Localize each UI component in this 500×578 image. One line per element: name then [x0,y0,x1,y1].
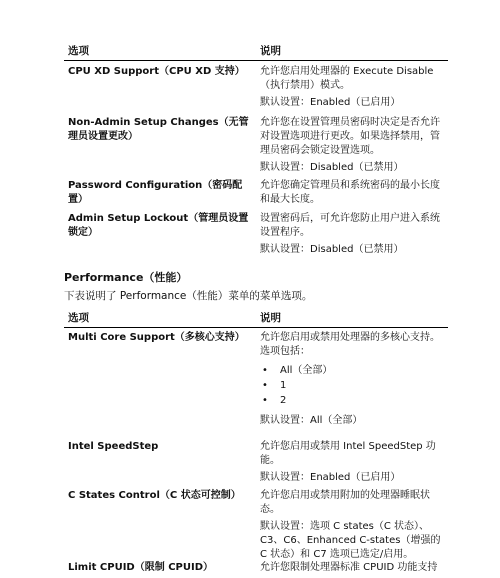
description-text: 允许您启用或禁用附加的处理器睡眠状态。 [260,490,430,515]
default-setting: 默认设置：Disabled（已禁用） [260,162,404,173]
description-text: 允许您限制处理器标准 CPUID 功能支持 [260,562,438,573]
column-header-description: 说明 [260,312,281,324]
option-name: C States Control（C 状态可控制） [68,490,241,501]
option-name: CPU XD Support（CPU XD 支持） [68,66,245,77]
section-title: Performance（性能） [64,271,188,284]
default-setting: 默认设置：All（全部） [260,415,363,426]
option-description [260,65,448,113]
option-name: Password Configuration（密码配置） [68,180,243,205]
option-description [260,179,448,210]
table-header [64,307,448,328]
option-name: Multi Core Support（多核心支持） [68,332,245,343]
option-description [260,561,448,578]
security-options-table [64,40,448,255]
column-header-option: 选项 [68,312,89,324]
option-description [260,212,448,260]
column-header-option: 选项 [68,45,89,57]
default-setting: 默认设置：选项 C states（C 状态）、C3、C6、Enhanced C-states（增强的 C 状态）和 C7 选项已选定/启用。 [260,521,441,560]
option-description [260,440,448,488]
performance-options-table [64,307,448,573]
table-header [64,40,448,61]
description-text: 设置密码后，可允许您防止用户进入系统设置程序。 [260,213,440,238]
description-text: 允许您启用或禁用处理器的多核心支持。选项包括： [260,332,440,357]
option-name: Limit CPUID（限制 CPUID） [68,562,214,573]
default-setting: 默认设置：Enabled（已启用） [260,97,401,108]
section-description: 下表说明了 Performance（性能）菜单的菜单选项。 [64,290,313,302]
list-item: • 2 [260,393,448,408]
option-list [260,363,448,408]
description-text: 允许您在设置管理员密码时决定是否允许对设置选项进行更改。如果选择禁用，管理员密码会锁定设置选项。 [260,117,440,156]
description-text: 允许您启用处理器的 Execute Disable（执行禁用）模式。 [260,66,434,91]
default-setting: 默认设置：Disabled（已禁用） [260,244,404,255]
column-header-description: 说明 [260,45,281,57]
option-name: Admin Setup Lockout（管理员设置锁定） [68,213,249,238]
option-name: Non-Admin Setup Changes（无管理员设置更改） [68,117,249,142]
default-setting: 默认设置：Enabled（已启用） [260,472,401,483]
option-name: Intel SpeedStep [68,441,159,452]
option-description [260,489,448,565]
description-text: 允许您启用或禁用 Intel SpeedStep 功能。 [260,441,436,466]
list-item: • All（全部） [260,363,448,378]
option-description [260,331,448,431]
list-item: • 1 [260,378,448,393]
description-text: 允许您确定管理员和系统密码的最小长度和最大长度。 [260,180,440,205]
option-description [260,116,448,178]
